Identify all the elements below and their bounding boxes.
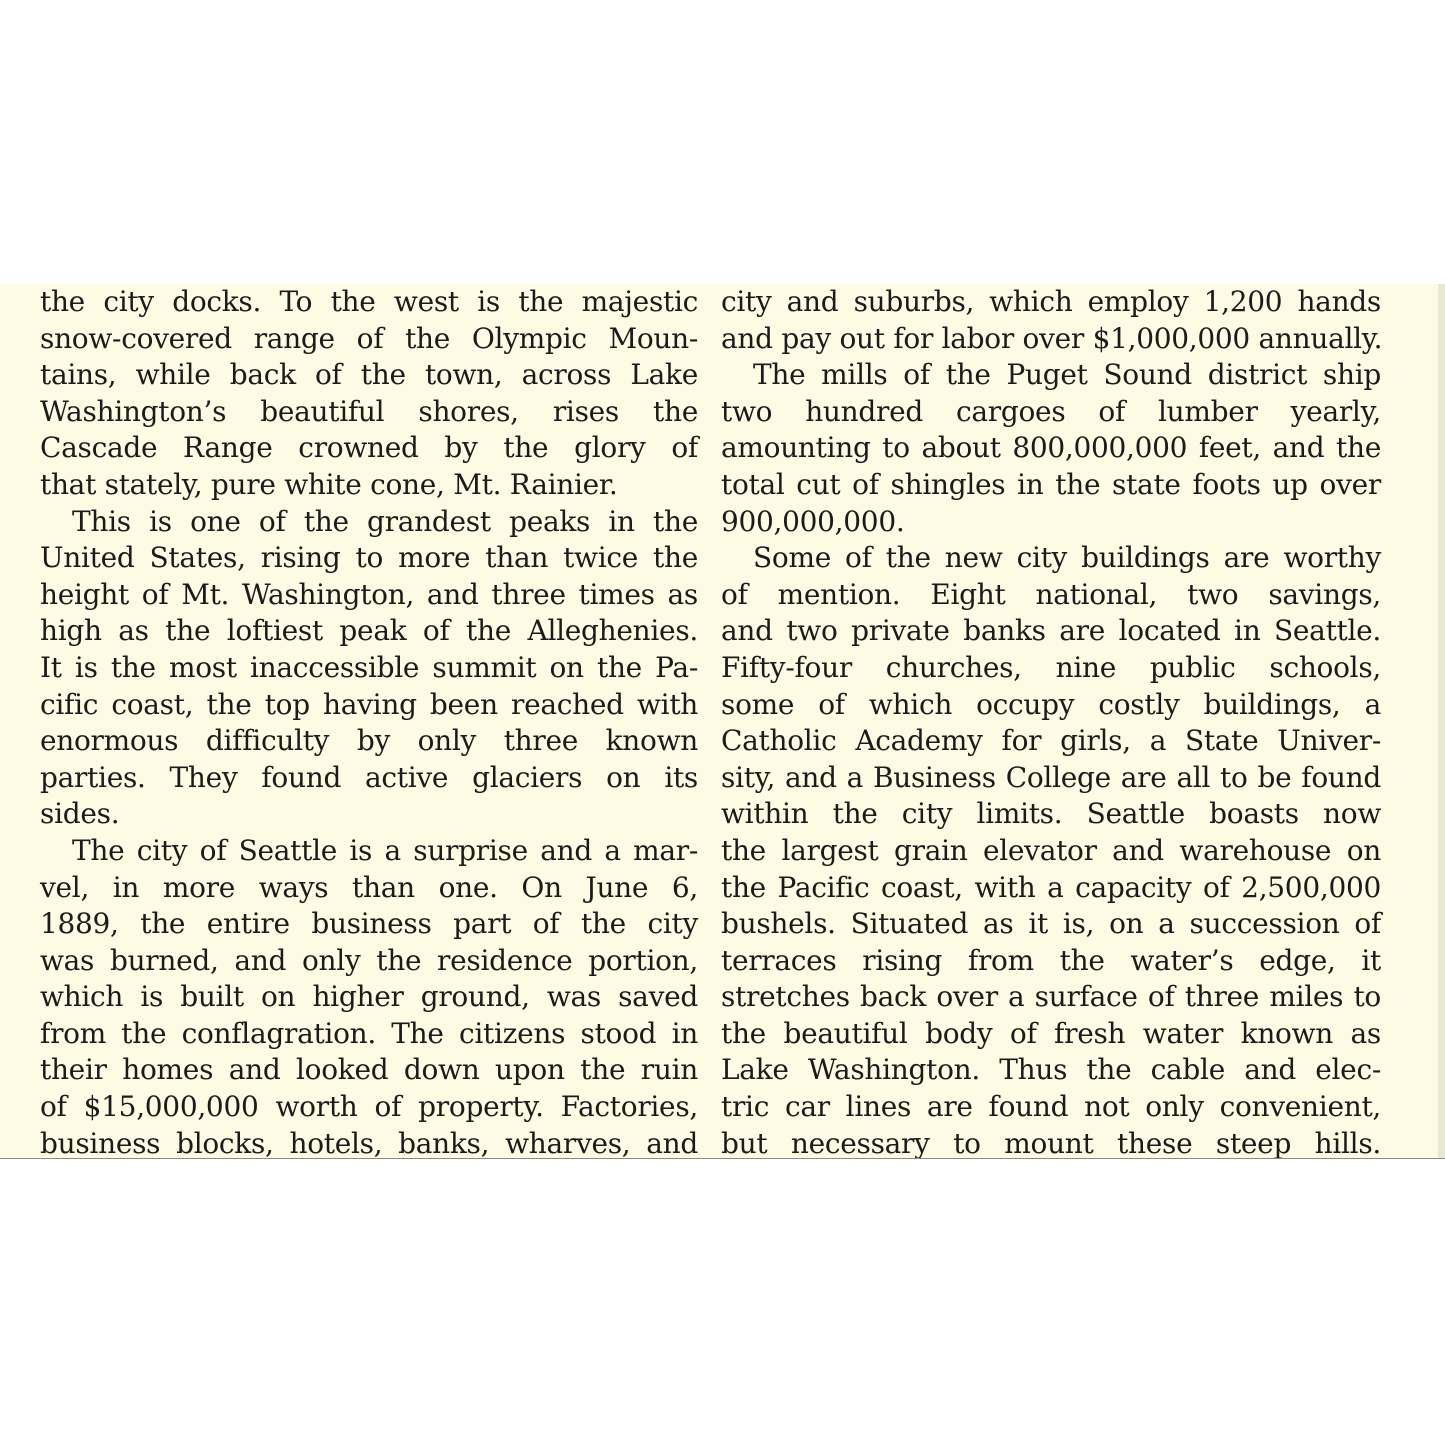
text-line: 1889, the entire business part of the city	[40, 907, 698, 941]
text-line: Fifty-four churches, nine public schools,	[721, 650, 1381, 684]
text-line: cific coast, the top having been reached with	[40, 687, 698, 721]
text-line: It is the most inaccessible summit on the Pa-	[40, 650, 698, 684]
text-line: sides.	[40, 797, 120, 831]
text-line: terraces rising from the water’s edge, it	[721, 943, 1381, 977]
text-line: vel, in more ways than one. On June 6,	[40, 870, 698, 904]
text-column-right	[721, 284, 1381, 1158]
text-column-left	[40, 284, 698, 1158]
text-line: height of Mt. Washington, and three times as	[40, 577, 698, 611]
text-line: city and suburbs, which employ 1,200 hands	[721, 285, 1381, 318]
text-line: the beautiful body of fresh water known as	[721, 1016, 1381, 1050]
text-line: tric car lines are found not only convenient,	[721, 1090, 1381, 1124]
text-line: some of which occupy costly buildings, a	[721, 687, 1381, 721]
text-line: and pay out for labor over $1,000,000 annually.	[721, 321, 1383, 355]
text-line: snow-covered range of the Olympic Moun-	[40, 321, 698, 355]
text-line: The mills of the Puget Sound district ship	[753, 358, 1381, 392]
text-line: was burned, and only the residence portion,	[40, 943, 698, 977]
text-line: two hundred cargoes of lumber yearly,	[721, 394, 1381, 428]
text-line: of $15,000,000 worth of property. Factories,	[40, 1090, 698, 1124]
text-line: the city docks. To the west is the majestic	[40, 285, 698, 318]
text-line: Washington’s beautiful shores, rises the	[40, 394, 698, 428]
text-line: but necessary to mount these steep hills.	[721, 1126, 1381, 1158]
text-line: of mention. Eight national, two savings,	[721, 577, 1381, 611]
text-line: Catholic Academy for girls, a State Univer-	[721, 724, 1381, 758]
text-line: total cut of shingles in the state foots up over	[721, 467, 1381, 501]
text-line: business blocks, hotels, banks, wharves, and	[40, 1126, 698, 1158]
text-line: high as the loftiest peak of the Alleghenies.	[40, 614, 698, 648]
text-line: their homes and looked down upon the ruin	[40, 1053, 698, 1087]
text-line: This is one of the grandest peaks in the	[72, 504, 698, 538]
text-line: amounting to about 800,000,000 feet, and the	[721, 431, 1381, 465]
text-line: within the city limits. Seattle boasts now	[721, 797, 1381, 831]
text-line: that stately, pure white cone, Mt. Rainier.	[40, 467, 618, 501]
text-line: bushels. Situated as it is, on a succession of	[721, 907, 1381, 941]
text-line: which is built on higher ground, was saved	[40, 980, 698, 1014]
newspaper-clipping	[0, 284, 1445, 1158]
text-line: the Pacific coast, with a capacity of 2,500,000	[721, 870, 1381, 904]
text-line: enormous difficulty by only three known	[40, 724, 698, 758]
text-line: tains, while back of the town, across Lake	[40, 358, 698, 392]
text-line: Some of the new city buildings are worthy	[753, 541, 1381, 575]
text-line: United States, rising to more than twice the	[40, 541, 698, 575]
text-line: from the conflagration. The citizens stood in	[40, 1016, 698, 1050]
text-line: Cascade Range crowned by the glory of	[40, 431, 698, 465]
text-line: 900,000,000.	[721, 504, 905, 538]
text-line: parties. They found active glaciers on its	[40, 760, 698, 794]
text-line: The city of Seattle is a surprise and a mar-	[72, 833, 698, 867]
text-line: and two private banks are located in Seattle.	[721, 614, 1381, 648]
text-line: stretches back over a surface of three miles to	[721, 980, 1381, 1014]
text-line: Lake Washington. Thus the cable and elec-	[721, 1053, 1381, 1087]
text-line: sity, and a Business College are all to be found	[721, 760, 1381, 794]
text-line: the largest grain elevator and warehouse on	[721, 833, 1381, 867]
